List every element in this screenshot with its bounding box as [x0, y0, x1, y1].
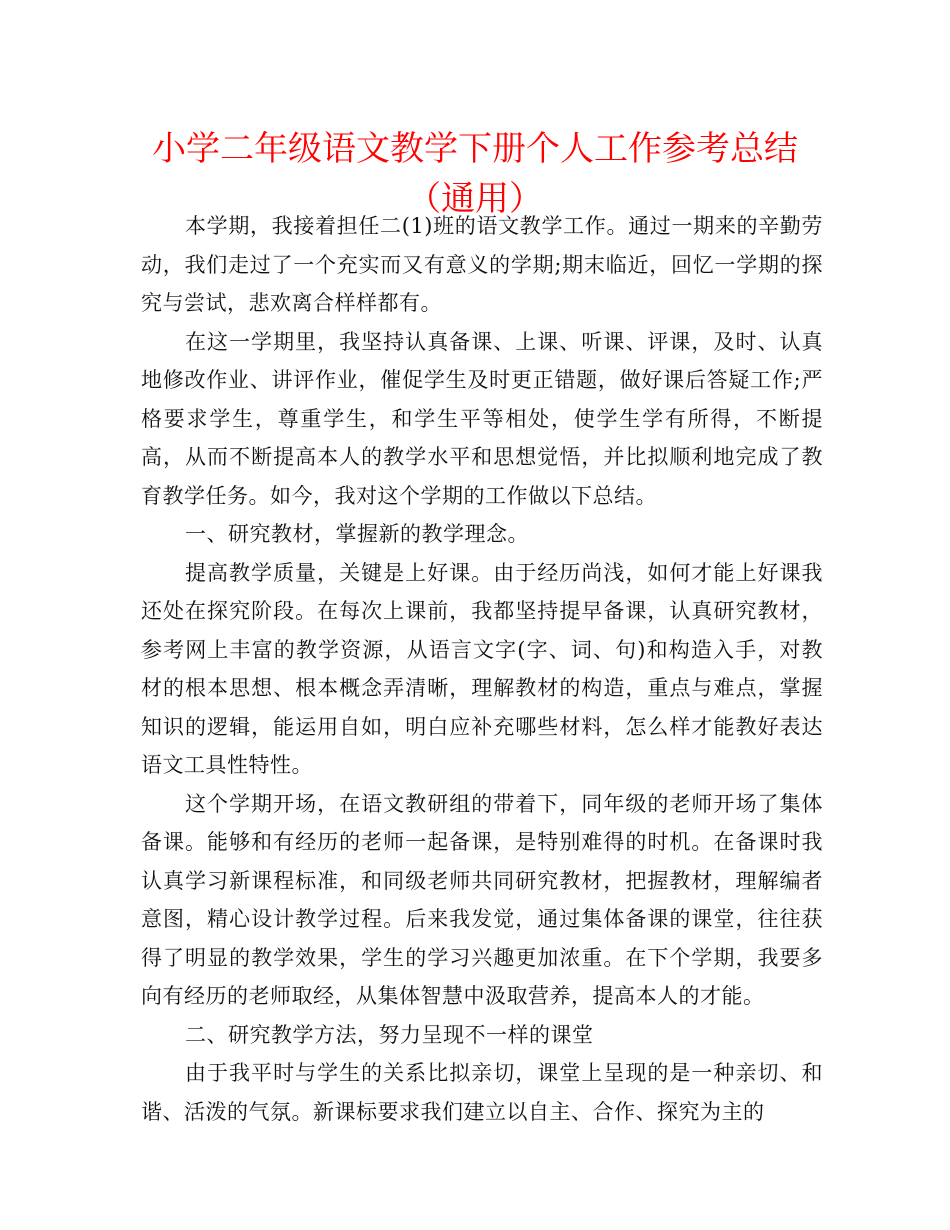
section-heading-1: 一、研究教材，掌握新的教学理念。 [185, 522, 529, 546]
paragraph-intro: 本学期，我接着担任二(1)班的语文教学工作。通过一期来的辛勤劳动，我们走过了一个充实而又有意义的学期;期末临近，回忆一学期的探究与尝试，悲欢离合样样都有。 [141, 214, 823, 315]
document-body [141, 207, 823, 1131]
section-heading-2: 二、研究教学方法，努力呈现不一样的课堂 [185, 1022, 594, 1047]
paragraph-work-summary: 在这一学期里，我坚持认真备课、上课、听课、评课，及时、认真地修改作业、讲评作业，催促学生及时更正错题，做好课后答疑工作;严格要求学生，尊重学生，和学生平等相处，使学生学有所得，不断提高，从而不断提高本人的教学水平和思想觉悟，并比拟顺利地完成了教育教学任务。如今，我对这个学期的工作做以下总结。 [141, 329, 823, 508]
paragraph-teaching-methods: 由于我平时与学生的关系比拟亲切，课堂上呈现的是一种亲切、和谐、活泼的气氛。新课标要求我们建立以自主、合作、探究为主的 [141, 1061, 823, 1124]
paragraph-collective-prep: 这个学期开场，在语文教研组的带着下，同年级的老师开场了集体备课。能够和有经历的老师一起备课，是特别难得的时机。在备课时我认真学习新课程标准，和同级老师共同研究教材，把握教材，理解编者意图，精心设计教学过程。后来我发觉，通过集体备课的课堂，往往获得了明显的教学效果，学生的学习兴趣更加浓重。在下个学期，我要多向有经历的老师取经，从集体智慧中汲取营养，提高本人的才能。 [141, 791, 823, 1008]
paragraph-lesson-prep: 提高教学质量，关键是上好课。由于经历尚浅，如何才能上好课我还处在探究阶段。在每次上课前，我都坚持提早备课，认真研究教材，参考网上丰富的教学资源，从语言文字(字、词、句)和构造入手，对教材的根本思想、根本概念弄清晰，理解教材的构造，重点与难点，掌握知识的逻辑，能运用自如，明白应补充哪些材料，怎么样才能教好表达语文工具性特性。 [141, 560, 823, 777]
document-title: 小学二年级语文教学下册个人工作参考总结（通用） [152, 129, 798, 219]
